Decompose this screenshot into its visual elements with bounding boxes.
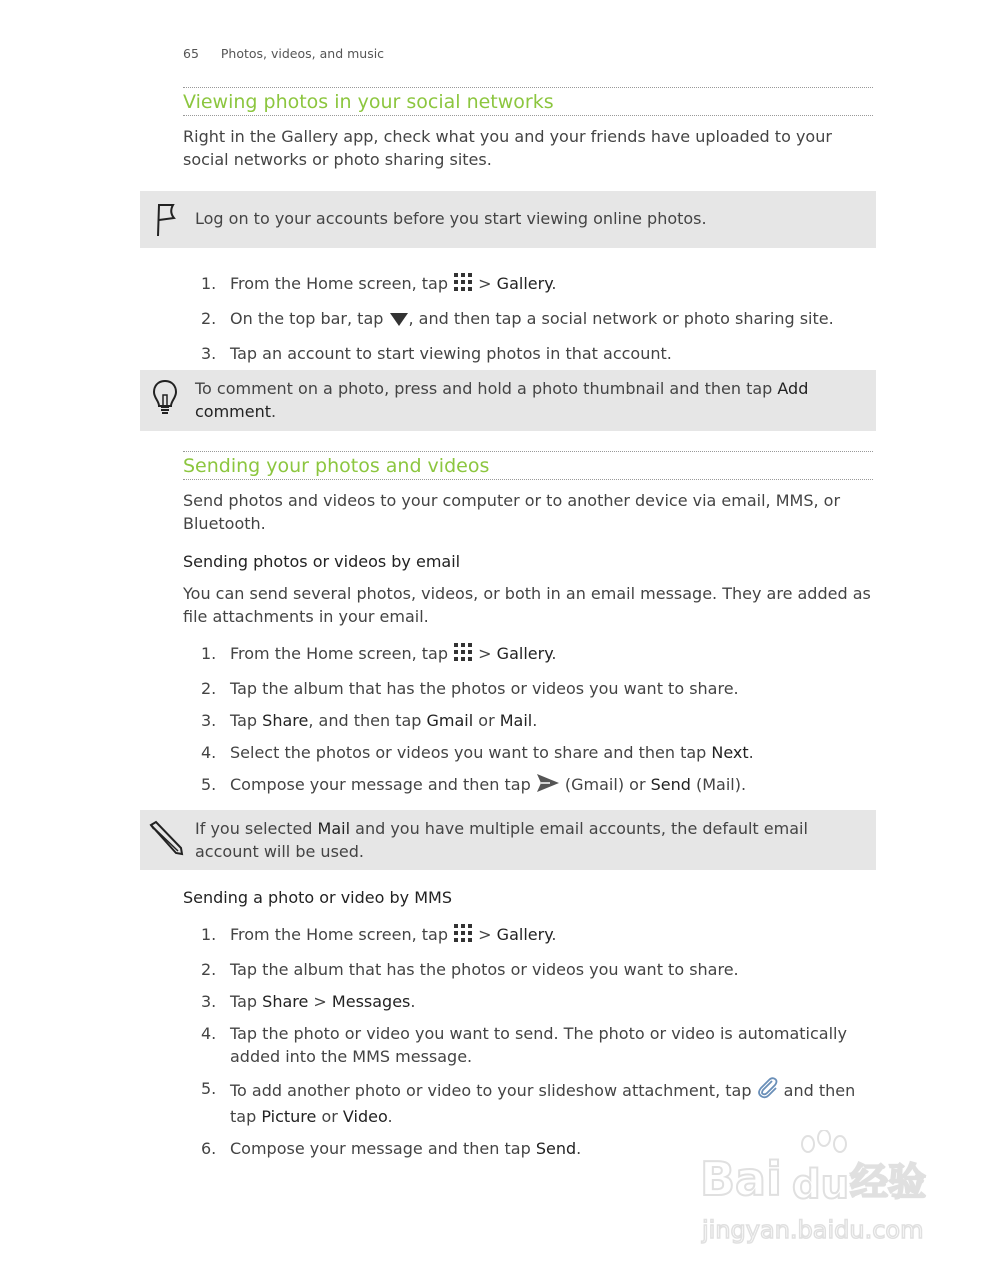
step-text: Compose your message and then tap [230, 775, 536, 794]
step-text: . [748, 743, 754, 762]
step-number: 3. [201, 711, 217, 730]
heading-rule-bottom [183, 479, 873, 480]
step-text: and then tap [230, 1081, 856, 1126]
step-text: > [308, 992, 332, 1011]
step-text: Tap the album that has the photos or videos you want to share. [230, 960, 739, 979]
page-header [183, 46, 384, 61]
social-steps [183, 272, 873, 365]
list-item [183, 272, 873, 298]
ui-term: Gallery [496, 274, 552, 293]
apps-grid-icon [453, 923, 473, 949]
ui-term: Share [262, 992, 309, 1011]
step-number: 5. [201, 1079, 217, 1098]
mms-steps [183, 923, 873, 1160]
step-text: From the Home screen, tap [230, 274, 454, 293]
social-intro: Right in the Gallery app, check what you and your friends have uploaded to your social networks or photo sharing sites. [183, 127, 832, 169]
ui-term: Send [535, 1139, 577, 1158]
step-text: , and then tap a social network or photo sharing site. [408, 309, 834, 328]
heading-rule-top [183, 451, 873, 452]
pencil-icon [148, 820, 184, 860]
step-text: . [387, 1107, 393, 1126]
step-text: From the Home screen, tap [230, 925, 454, 944]
step-number: 4. [201, 1024, 217, 1043]
section-name: Photos, videos, and music [220, 46, 385, 61]
lightbulb-icon [152, 379, 178, 421]
email-steps [183, 642, 873, 799]
step-text: or [473, 711, 500, 730]
step-text: . [551, 274, 557, 293]
step-text: Tap [230, 992, 263, 1011]
step-number: 5. [201, 775, 217, 794]
step-text: Compose your message and then tap [230, 1139, 536, 1158]
note-text: and you have multiple email accounts, the default email account will be used. [195, 819, 808, 861]
list-item [183, 773, 873, 799]
ui-term: Video [342, 1107, 388, 1126]
note-text: If you selected [195, 819, 318, 838]
step-number: 4. [201, 743, 217, 762]
send-arrow-icon [536, 773, 560, 799]
subheading-email: Sending photos or videos by email [183, 552, 461, 571]
flag-icon [152, 202, 178, 242]
ui-term: Add comment [195, 379, 809, 421]
ui-term: Messages [331, 992, 411, 1011]
section-title-social: Viewing photos in your social networks [183, 91, 554, 113]
dropdown-triangle-icon [389, 310, 409, 333]
list-item [183, 1022, 873, 1068]
sending-intro: Send photos and videos to your computer or to another device via email, MMS, or Bluetooth. [183, 491, 841, 533]
step-text: > [473, 274, 497, 293]
ui-term: Picture [261, 1107, 317, 1126]
ui-term: Gallery [496, 925, 552, 944]
heading-rule-bottom [183, 115, 873, 116]
step-number: 1. [201, 644, 217, 663]
apps-grid-icon [453, 642, 473, 668]
step-text: > [473, 644, 497, 663]
list-item [183, 1077, 873, 1128]
watermark-jingyan: 经验 [850, 1160, 927, 1204]
step-text: Tap an account to start viewing photos in that account. [230, 344, 672, 363]
step-text: . [551, 644, 557, 663]
step-text: Tap the album that has the photos or videos you want to share. [230, 679, 739, 698]
ui-term: Mail [499, 711, 533, 730]
step-text: To add another photo or video to your slideshow attachment, tap [230, 1081, 757, 1100]
list-item [183, 642, 873, 668]
step-text: From the Home screen, tap [230, 644, 454, 663]
watermark-du: du [792, 1162, 850, 1208]
note-box-mail [140, 810, 876, 870]
step-text: Tap the photo or video you want to send. The photo or video is automatically added into the MMS message. [230, 1024, 847, 1066]
step-text: . [576, 1139, 582, 1158]
step-number: 6. [201, 1139, 217, 1158]
step-text: , and then tap [308, 711, 427, 730]
list-item [183, 307, 873, 333]
note-text-mail [195, 817, 825, 863]
ui-term: Mail [317, 819, 351, 838]
ui-term: Next [711, 743, 749, 762]
step-number: 2. [201, 309, 217, 328]
tip-text: . [271, 402, 277, 421]
step-number: 2. [201, 679, 217, 698]
ui-term: Gmail [426, 711, 474, 730]
note-text-accounts: Log on to your accounts before you start viewing online photos. [195, 209, 707, 228]
step-text: Tap [230, 711, 263, 730]
section-title-sending: Sending your photos and videos [183, 455, 490, 477]
page-number: 65 [183, 46, 199, 61]
step-number: 1. [201, 274, 217, 293]
baidu-watermark [700, 1130, 940, 1250]
step-text: Select the photos or videos you want to share and then tap [230, 743, 712, 762]
step-text: > [473, 925, 497, 944]
step-number: 3. [201, 344, 217, 363]
step-number: 2. [201, 960, 217, 979]
list-item [183, 741, 873, 764]
list-item [183, 958, 873, 981]
email-intro: You can send several photos, videos, or both in an email message. They are added as file attachments in your email. [183, 584, 871, 626]
subheading-mms: Sending a photo or video by MMS [183, 888, 452, 907]
watermark-url: jingyan.baidu.com [702, 1216, 924, 1244]
step-number: 1. [201, 925, 217, 944]
ui-term: Send [650, 775, 691, 794]
watermark-bai: Bai [700, 1152, 782, 1206]
step-text: On the top bar, tap [230, 309, 389, 328]
apps-grid-icon [453, 272, 473, 298]
step-text: or [316, 1107, 343, 1126]
list-item [183, 990, 873, 1013]
step-text: . [532, 711, 538, 730]
ui-term: Share [262, 711, 309, 730]
list-item [183, 342, 873, 365]
tip-text-comment [195, 377, 825, 423]
list-item [183, 709, 873, 732]
step-text: (Mail). [690, 775, 747, 794]
note-box-accounts [140, 191, 876, 248]
ui-term: Gallery [496, 644, 552, 663]
step-text: (Gmail) or [559, 775, 651, 794]
list-item [183, 923, 873, 949]
paperclip-icon [757, 1077, 779, 1105]
list-item [183, 677, 873, 700]
step-text: . [551, 925, 557, 944]
step-number: 3. [201, 992, 217, 1011]
heading-rule-top [183, 87, 873, 88]
step-text: . [410, 992, 416, 1011]
tip-text: To comment on a photo, press and hold a photo thumbnail and then tap [195, 379, 778, 398]
tip-box-comment [140, 370, 876, 431]
